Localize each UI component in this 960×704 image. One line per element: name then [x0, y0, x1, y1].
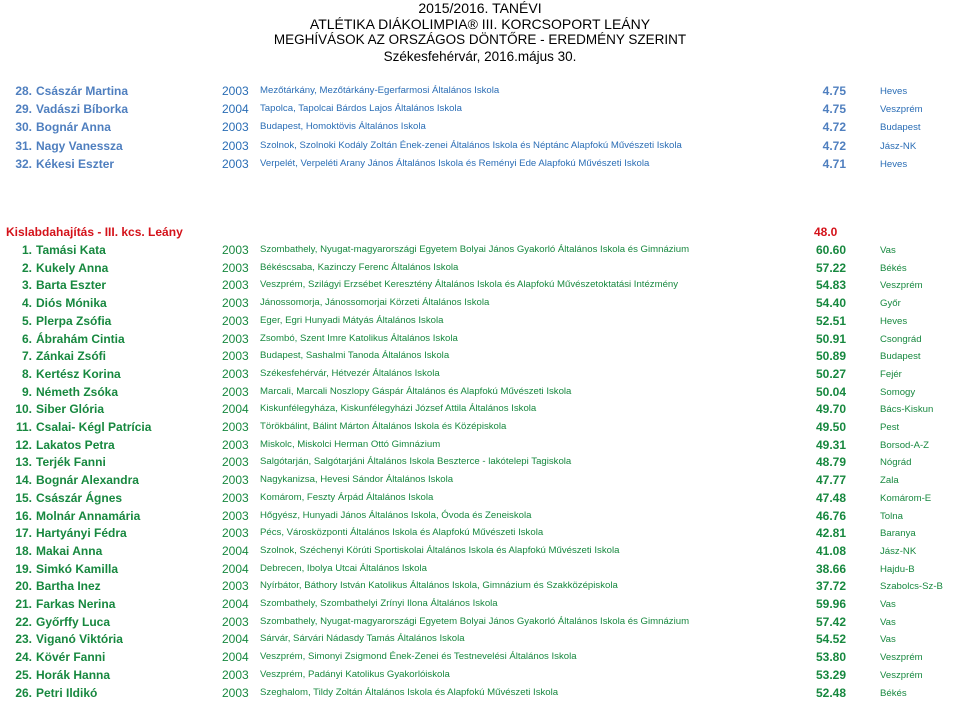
birth-year: 2003	[222, 296, 249, 311]
section-qualifying-norm: 48.0	[814, 225, 838, 239]
birth-year: 2004	[222, 402, 249, 417]
birth-year: 2003	[222, 260, 249, 275]
athlete-name: Ábrahám Cintia	[36, 331, 125, 346]
birth-year: 2004	[222, 102, 249, 117]
athlete-name: Zánkai Zsófi	[36, 349, 107, 364]
school-name: Nyírbátor, Báthory István Katolikus Általános Iskola, Gimnázium és Szakközépiskola	[260, 580, 618, 592]
place: 8.	[21, 366, 32, 381]
school-name: Budapest, Sashalmi Tanoda Általános Iskola	[260, 350, 450, 362]
birth-year: 2003	[222, 156, 249, 171]
place: 26.	[15, 685, 32, 700]
table-row	[0, 296, 960, 314]
school-name: Jánossomorja, Jánossomorjai Körzeti Általános Iskola	[260, 297, 490, 309]
county-name: Zala	[880, 475, 899, 487]
athlete-name: Németh Zsóka	[36, 384, 119, 399]
table-row	[0, 668, 960, 686]
school-name: Verpelét, Verpeléti Arany János Általános Iskola és Reményi Ede Alapfokú Művészeti Iskola	[260, 157, 650, 169]
county-name: Pest	[880, 422, 900, 433]
table-row	[0, 632, 960, 650]
county-name: Veszprém	[880, 669, 923, 681]
school-name: Veszprém, Szilágyi Erzsébet Keresztény Általános Iskola és Alapfokú Művészetoktatási Intézmény	[260, 279, 679, 291]
result-value: 57.22	[815, 260, 846, 275]
birth-year: 2003	[222, 420, 249, 434]
table-row	[0, 562, 960, 580]
birth-year: 2003	[222, 349, 249, 364]
county-name: Fejér	[880, 368, 902, 380]
table-row	[0, 349, 960, 367]
table-row	[0, 157, 960, 175]
result-value: 53.29	[815, 667, 846, 682]
birth-year: 2003	[222, 614, 249, 629]
table-row	[0, 579, 960, 597]
school-name: Sárvár, Sárvári Nádasdy Tamás Általános Iskola	[260, 633, 465, 645]
birth-year: 2003	[222, 84, 249, 98]
result-value: 4.75	[822, 84, 846, 98]
result-value: 52.48	[815, 685, 846, 700]
table-row	[0, 597, 960, 615]
athlete-name: Kékesi Eszter	[36, 156, 115, 171]
result-value: 60.60	[815, 243, 846, 257]
county-name: Veszprém	[880, 652, 923, 664]
athlete-name: Hartyányi Fédra	[36, 526, 127, 541]
result-value: 41.08	[815, 543, 846, 558]
athlete-name: Viganó Viktória	[36, 632, 123, 647]
birth-year: 2003	[222, 331, 249, 346]
table-row	[0, 420, 960, 438]
county-name: Vas	[880, 616, 896, 628]
result-value: 50.91	[815, 331, 846, 346]
place: 23.	[15, 632, 32, 647]
athlete-name: Kövér Fanni	[36, 650, 106, 665]
birth-year: 2004	[222, 561, 249, 576]
birth-year: 2003	[222, 243, 249, 257]
result-value: 4.72	[822, 138, 846, 153]
school-name: Tapolca, Tapolcai Bárdos Lajos Általános Iskola	[260, 103, 462, 115]
table-row	[0, 491, 960, 509]
school-name: Szombathely, Nyugat-magyarországi Egyetem Bolyai János Gyakorló Általános Iskola és Gimnázium	[260, 244, 690, 255]
place: 31.	[15, 138, 32, 153]
result-value: 57.42	[815, 614, 846, 629]
result-value: 49.70	[815, 402, 846, 417]
county-name: Szabolcs-Sz-B	[880, 581, 943, 593]
athlete-name: Bognár Anna	[36, 120, 111, 135]
county-name: Heves	[880, 158, 908, 170]
table-row	[0, 278, 960, 296]
athlete-name: Siber Glória	[36, 402, 105, 417]
place: 3.	[21, 278, 32, 293]
result-value: 50.27	[815, 366, 846, 381]
table-row	[0, 314, 960, 332]
county-name: Nógrád	[880, 457, 912, 469]
school-name: Kiskunfélegyháza, Kiskunfélegyházi József Attila Általános Iskola	[260, 403, 537, 415]
place: 16.	[15, 508, 32, 523]
place: 6.	[21, 331, 32, 346]
athlete-name: Vadászi Bíborka	[36, 102, 129, 117]
result-value: 54.52	[815, 632, 846, 647]
birth-year: 2003	[222, 473, 249, 488]
place: 12.	[15, 437, 32, 452]
table-row	[0, 385, 960, 403]
place: 28.	[15, 84, 32, 98]
school-name: Mezőtárkány, Mezőtárkány-Egerfarmosi Általános Iskola	[260, 85, 500, 96]
table-row	[0, 243, 960, 261]
school-name: Szolnok, Széchenyi Körúti Sportiskolai Általános Iskola és Alapfokú Művészeti Iskola	[260, 544, 620, 556]
result-value: 47.48	[815, 490, 846, 505]
county-name: Borsod-A-Z	[880, 439, 930, 451]
athlete-name: Molnár Annamária	[36, 508, 141, 523]
school-name: Marcali, Marcali Noszlopy Gáspár Általános és Alapfokú Művészeti Iskola	[260, 385, 572, 397]
table-row	[0, 332, 960, 350]
table-row	[0, 139, 960, 157]
result-value: 49.50	[815, 420, 846, 434]
county-name: Békés	[880, 687, 907, 699]
county-name: Heves	[880, 86, 908, 97]
county-name: Veszprém	[880, 104, 923, 116]
place: 20.	[15, 579, 32, 594]
school-name: Debrecen, Ibolya Utcai Általános Iskola	[260, 562, 427, 574]
school-year-title: 2015/2016. TANÉVI	[418, 0, 542, 16]
school-name: Budapest, Homoktövis Általános Iskola	[260, 121, 426, 133]
result-value: 4.75	[822, 102, 846, 117]
place: 14.	[15, 473, 32, 488]
athlete-name: Petri Ildikó	[36, 685, 98, 700]
section-title: Kislabdahajítás - III. kcs. Leány	[6, 225, 183, 239]
school-name: Hőgyész, Hunyadi János Általános Iskola, Óvoda és Zeneiskola	[260, 509, 532, 521]
table-row	[0, 615, 960, 633]
county-name: Budapest	[880, 122, 921, 134]
table-row	[0, 526, 960, 544]
result-value: 48.79	[815, 455, 846, 470]
county-name: Bács-Kiskun	[880, 404, 934, 416]
result-value: 46.76	[815, 508, 846, 523]
table-row	[0, 261, 960, 279]
birth-year: 2003	[222, 437, 249, 452]
birth-year: 2004	[222, 632, 249, 647]
athlete-name: Diós Mónika	[36, 296, 107, 311]
school-name: Szombathely, Szombathelyi Zrínyi Ilona Általános Iskola	[260, 598, 498, 609]
place: 10.	[15, 402, 32, 417]
table-row	[0, 402, 960, 420]
athlete-name: Tamási Kata	[36, 243, 106, 257]
county-name: Veszprém	[880, 280, 923, 292]
result-value: 50.04	[815, 384, 846, 399]
result-value: 59.96	[815, 597, 846, 611]
school-name: Veszprém, Simonyi Zsigmond Ének-Zenei és Testnevelési Általános Iskola	[260, 651, 577, 663]
birth-year: 2003	[222, 579, 249, 594]
table-row	[0, 438, 960, 456]
athlete-name: Farkas Nerina	[36, 597, 116, 611]
county-name: Budapest	[880, 351, 921, 363]
school-name: Salgótarján, Salgótarjáni Általános Iskola Beszterce - lakótelepi Tagiskola	[260, 456, 572, 468]
result-value: 52.51	[815, 313, 846, 328]
result-value: 42.81	[815, 526, 846, 541]
athlete-name: Nagy Vanessza	[36, 138, 123, 153]
athlete-name: Kukely Anna	[36, 260, 109, 275]
table-row	[0, 102, 960, 120]
place: 9.	[21, 384, 32, 399]
table-row	[0, 473, 960, 491]
birth-year: 2003	[222, 526, 249, 541]
athlete-name: Simkó Kamilla	[36, 561, 119, 576]
birth-year: 2003	[222, 366, 249, 381]
result-value: 47.77	[815, 473, 846, 488]
place: 15.	[15, 490, 32, 505]
place: 21.	[15, 597, 32, 611]
birth-year: 2003	[222, 667, 249, 682]
county-name: Somogy	[880, 386, 916, 398]
place: 18.	[15, 543, 32, 558]
birth-year: 2003	[222, 455, 249, 470]
birth-year: 2003	[222, 120, 249, 135]
place: 1.	[21, 243, 32, 257]
school-name: Törökbálint, Bálint Márton Általános Iskola és Középiskola	[260, 421, 507, 432]
county-name: Jász-NK	[880, 140, 917, 152]
county-name: Heves	[880, 315, 908, 327]
table-row	[0, 509, 960, 527]
athlete-name: Makai Anna	[36, 543, 103, 558]
table-row	[0, 120, 960, 138]
birth-year: 2004	[222, 543, 249, 558]
birth-year: 2003	[222, 685, 249, 700]
birth-year: 2003	[222, 384, 249, 399]
table-row	[0, 84, 960, 102]
table-row	[0, 686, 960, 704]
county-name: Baranya	[880, 528, 916, 540]
county-name: Csongrád	[880, 333, 922, 345]
place: 24.	[15, 650, 32, 665]
school-name: Békéscsaba, Kazinczy Ferenc Általános Iskola	[260, 261, 459, 273]
result-value: 38.66	[815, 561, 846, 576]
county-name: Győr	[880, 298, 901, 310]
school-name: Zsombó, Szent Imre Katolikus Általános Iskola	[260, 332, 458, 344]
school-name: Nagykanizsa, Hevesi Sándor Általános Iskola	[260, 474, 454, 486]
place: 17.	[15, 526, 32, 541]
school-name: Székesfehérvár, Hétvezér Általános Iskola	[260, 367, 440, 379]
place: 29.	[15, 102, 32, 117]
table-row	[0, 650, 960, 668]
place: 13.	[15, 455, 32, 470]
county-name: Komárom-E	[880, 492, 932, 504]
athlete-name: Plerpa Zsófia	[36, 313, 112, 328]
place: 25.	[15, 667, 32, 682]
result-value: 37.72	[815, 579, 846, 594]
birth-year: 2003	[222, 490, 249, 505]
county-name: Jász-NK	[880, 545, 917, 557]
athlete-name: Császár Ágnes	[36, 490, 123, 505]
place: 4.	[21, 296, 32, 311]
county-name: Tolna	[880, 510, 903, 522]
athlete-name: Bognár Alexandra	[36, 473, 139, 488]
athlete-name: Bartha Inez	[36, 579, 101, 594]
invitation-title: MEGHÍVÁSOK AZ ORSZÁGOS DÖNTŐRE - EREDMÉNY SZERINT	[273, 32, 687, 47]
place: 2.	[21, 260, 32, 275]
county-name: Vas	[880, 634, 896, 646]
athlete-name: Lakatos Petra	[36, 437, 115, 452]
table-row	[0, 544, 960, 562]
school-name: Szolnok, Szolnoki Kodály Zoltán Ének-zenei Általános Iskola és Néptánc Alapfokú Művészeti Iskola	[260, 139, 682, 151]
venue-date: Székesfehérvár, 2016.május 30.	[383, 49, 577, 64]
athlete-name: Terjék Fanni	[36, 455, 106, 470]
birth-year: 2003	[222, 508, 249, 523]
result-value: 49.31	[815, 437, 846, 452]
county-name: Vas	[880, 599, 896, 610]
birth-year: 2003	[222, 138, 249, 153]
school-name: Szeghalom, Tildy Zoltán Általános Iskola és Alapfokú Művészeti Iskola	[260, 686, 559, 698]
event-title: ATLÉTIKA DIÁKOLIMPIA® III. KORCSOPORT LEÁNY	[309, 16, 651, 32]
birth-year: 2004	[222, 597, 249, 611]
place: 32.	[15, 156, 32, 171]
place: 30.	[15, 120, 32, 135]
result-value: 4.71	[822, 156, 846, 171]
birth-year: 2004	[222, 650, 249, 665]
place: 5.	[21, 313, 32, 328]
result-value: 54.40	[815, 296, 846, 311]
place: 11.	[15, 420, 32, 434]
school-name: Eger, Egri Hunyadi Mátyás Általános Iskola	[260, 314, 444, 326]
school-name: Szombathely, Nyugat-magyarországi Egyetem Bolyai János Gyakorló Általános Iskola és Gimnázium	[260, 615, 690, 627]
school-name: Veszprém, Padányi Katolikus Gyakorlóiskola	[260, 668, 450, 680]
birth-year: 2003	[222, 278, 249, 293]
athlete-name: Kertész Korina	[36, 366, 121, 381]
athlete-name: Császár Martina	[36, 84, 129, 98]
place: 7.	[21, 349, 32, 364]
result-value: 50.89	[815, 349, 846, 364]
county-name: Hajdu-B	[880, 563, 915, 575]
table-row	[0, 367, 960, 385]
place: 19.	[15, 561, 32, 576]
school-name: Pécs, Városközponti Általános Iskola és Alapfokú Művészeti Iskola	[260, 527, 544, 539]
school-name: Miskolc, Miskolci Herman Ottó Gimnázium	[260, 438, 441, 450]
result-value: 54.83	[815, 278, 846, 293]
table-row	[0, 455, 960, 473]
result-value: 53.80	[815, 650, 846, 665]
birth-year: 2003	[222, 313, 249, 328]
place: 22.	[15, 614, 32, 629]
athlete-name: Csalai- Kégl Patrícia	[36, 420, 152, 434]
county-name: Békés	[880, 262, 907, 274]
result-value: 4.72	[822, 120, 846, 135]
athlete-name: Barta Eszter	[36, 278, 107, 293]
athlete-name: Horák Hanna	[36, 667, 111, 682]
county-name: Vas	[880, 245, 896, 256]
athlete-name: Győrffy Luca	[36, 614, 111, 629]
school-name: Komárom, Feszty Árpád Általános Iskola	[260, 491, 434, 503]
